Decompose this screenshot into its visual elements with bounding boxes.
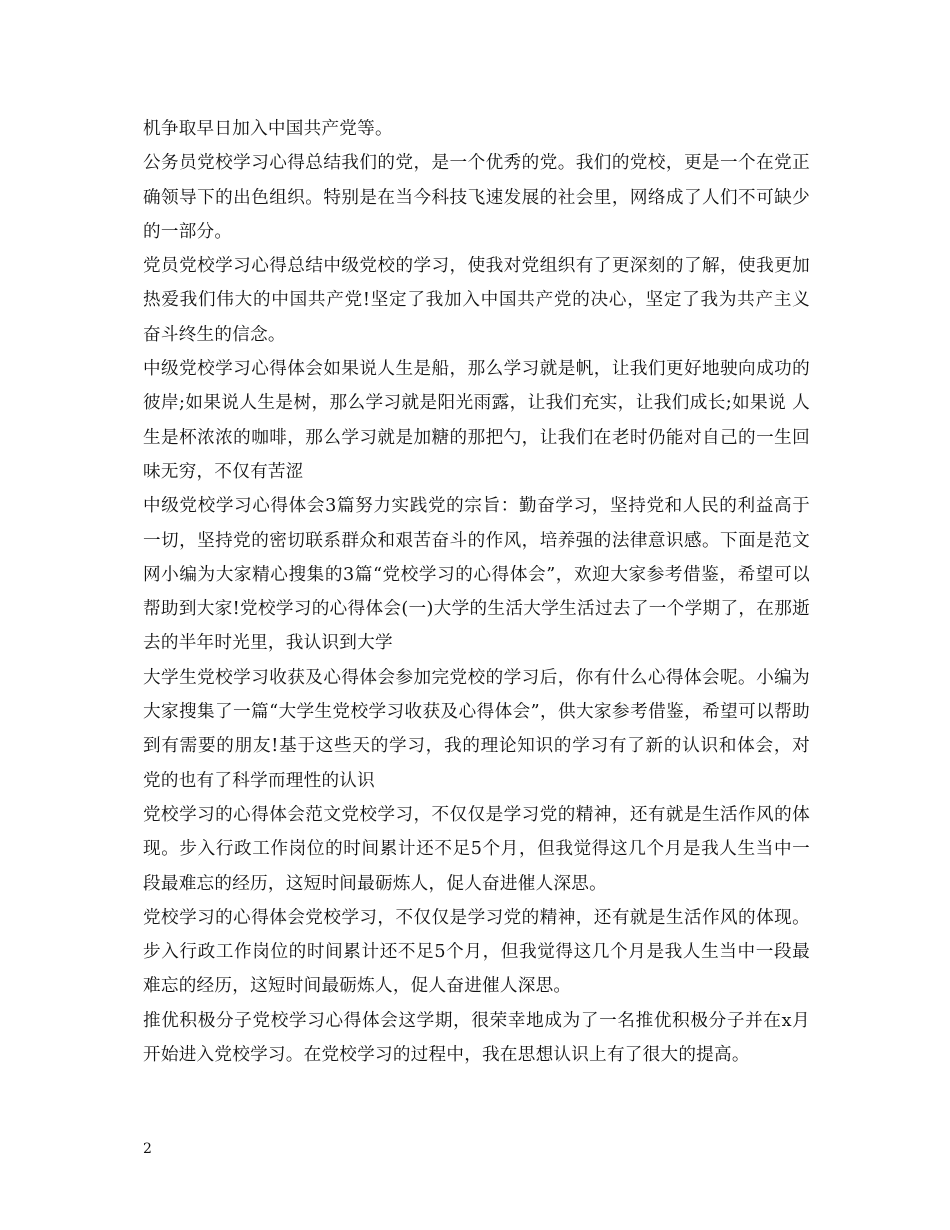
paragraph-2: 公务员党校学习心得总结我们的党，是一个优秀的党。我们的党校，更是一个在党正确领导下的出色组织。特别是在当今科技飞速发展的社会里，网络成了人们不可缺少的一部分。 — [143, 153, 810, 242]
page-number: 2 — [143, 1141, 152, 1157]
document-body — [143, 112, 810, 1072]
paragraph-5: 中级党校学习心得体会3篇努力实践党的宗旨：勤奋学习，坚持党和人民的利益高于一切，坚持党的密切联系群众和艰苦奋斗的作风，培养强的法律意识感。下面是范文网小编为大家精心搜集的3篇“党校学习的心得体会”，欢迎大家参考借鉴，希望可以帮助到大家!党校学习的心得体会(一)大学的生活大学生活过去了一个学期了，在那逝去的半年时光里，我认识到大学 — [143, 496, 810, 654]
paragraph-4: 中级党校学习心得体会如果说人生是船，那么学习就是帆，让我们更好地驶向成功的彼岸;如果说人生是树，那么学习就是阳光雨露，让我们充实，让我们成长;如果说 人生是杯浓浓的咖啡，那么学习就是加糖的那把勺，让我们在老时仍能对自己的一生回味无穷，不仅有苦涩 — [143, 359, 810, 482]
paragraph-9: 推优积极分子党校学习心得体会这学期，很荣幸地成为了一名推优积极分子并在x月开始进入党校学习。在党校学习的过程中，我在思想认识上有了很大的提高。 — [143, 1010, 810, 1066]
paragraph-3: 党员党校学习心得总结中级党校的学习，使我对党组织有了更深刻的了解，使我更加热爱我们伟大的中国共产党!坚定了我加入中国共产党的决心，坚定了我为共产主义奋斗终生的信念。 — [143, 256, 810, 345]
paragraph-8: 党校学习的心得体会党校学习，不仅仅是学习党的精神，还有就是生活作风的体现。步入行政工作岗位的时间累计还不足5个月，但我觉得这几个月是我人生当中一段最难忘的经历，这短时间最砺炼人，促人奋进催人深思。 — [143, 907, 810, 997]
paragraph-1: 机争取早日加入中国共产党等。 — [143, 119, 393, 139]
paragraph-7: 党校学习的心得体会范文党校学习，不仅仅是学习党的精神，还有就是生活作风的体现。步入行政工作岗位的时间累计还不足5个月，但我觉得这几个月是我人生当中一段最难忘的经历，这短时间最砺炼人，促人奋进催人深思。 — [143, 804, 810, 894]
paragraph-6: 大学生党校学习收获及心得体会参加完党校的学习后，你有什么心得体会呢。小编为大家搜集了一篇“大学生党校学习收获及心得体会”，供大家参考借鉴，希望可以帮助到有需要的朋友!基于这些天的学习，我的理论知识的学习有了新的认识和体会，对党的也有了科学而理性的认识 — [143, 667, 810, 791]
